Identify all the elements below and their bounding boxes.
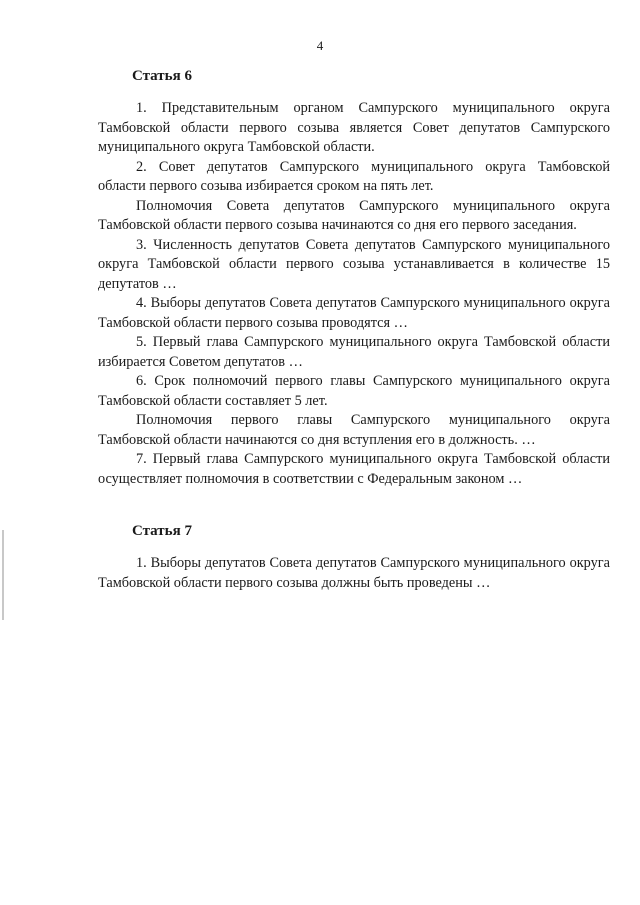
paragraph: 7. Первый глава Сампурского муниципального округа Тамбовской области осуществляет полномочия в соответствии с Федеральным законом …	[98, 451, 610, 487]
paragraph: 3. Численность депутатов Совета депутатов Сампурского муниципального округа Тамбовской области первого созыва устанавливается в количестве 15 депутатов …	[98, 236, 610, 292]
paragraph: 2. Совет депутатов Сампурского муниципального округа Тамбовской области первого созыва избирается сроком на пять лет.	[98, 158, 610, 194]
article-6	[98, 68, 610, 489]
paragraph: Полномочия первого главы Сампурского муниципального округа Тамбовской области начинаются со дня вступления его в должность. …	[98, 412, 610, 448]
document-body	[98, 68, 610, 593]
paragraph: 5. Первый глава Сампурского муниципального округа Тамбовской области избирается Советом депутатов …	[98, 334, 610, 370]
paragraph: 1. Выборы депутатов Совета депутатов Сампурского муниципального округа Тамбовской области первого созыва должны быть проведены …	[98, 555, 610, 591]
article-7	[98, 523, 610, 593]
paragraph: 6. Срок полномочий первого главы Сампурского муниципального округа Тамбовской области составляет 5 лет.	[98, 373, 610, 409]
page-number: 4	[316, 38, 324, 53]
scan-edge-mark	[2, 530, 4, 620]
article-heading: Статья 6	[132, 68, 192, 84]
article-heading: Статья 7	[132, 523, 192, 539]
paragraph: Полномочия Совета депутатов Сампурского муниципального округа Тамбовской области первого созыва начинаются со дня его первого заседания.	[98, 197, 610, 233]
paragraph: 4. Выборы депутатов Совета депутатов Сампурского муниципального округа Тамбовской области первого созыва проводятся …	[98, 295, 610, 331]
paragraph: 1. Представительным органом Сампурского муниципального округа Тамбовской области первого созыва является Совет депутатов Сампурского муниципального округа Тамбовской области.	[98, 100, 610, 155]
